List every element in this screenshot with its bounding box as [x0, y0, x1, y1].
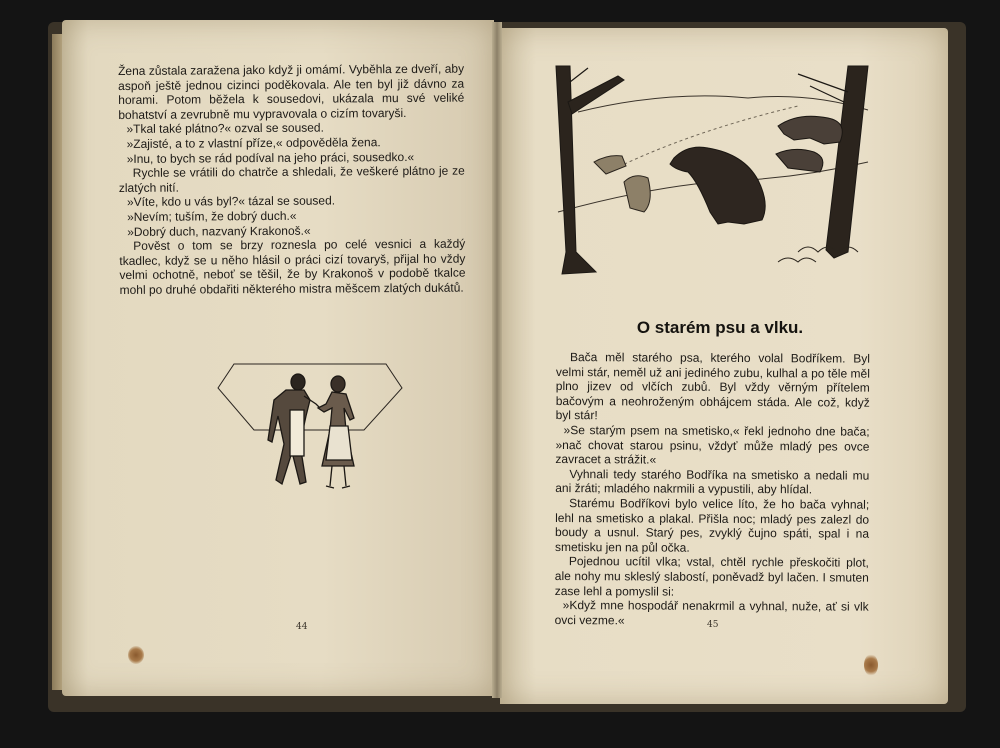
paragraph: »Tkal také plátno?« ozval se soused.	[126, 120, 324, 137]
right-page-text	[555, 350, 870, 629]
paragraph: »Zajisté, a to z vlastní příze,« odpověděla žena.	[126, 135, 381, 151]
paragraph: Žena zůstala zaražena jako když ji omámí. Vyběhla ze dveří, aby aspoň ještě jednou cizinci poděkovala. Ale ten byl již dávno za horami. Potom běžela k sousedovi, ukázala mu své veliké bohatství a zevrubně mu vypravovala o cizím tovaryši.	[118, 61, 465, 122]
paragraph: »Inu, to bych se rád podíval na jeho práci, sousedko.«	[126, 149, 415, 166]
page-number-right: 45	[707, 620, 719, 630]
small-animal-figures	[594, 156, 650, 212]
weaver-figure	[268, 374, 322, 484]
paragraph: »Dobrý duch, nazvaný Krakonoš.«	[127, 223, 311, 239]
stain-right	[864, 654, 878, 676]
chapter-title: O starém psu a vlku.	[636, 318, 804, 337]
paragraph: »Víte, kdo u vás byl?« tázal se soused.	[126, 193, 336, 210]
paragraph: Pojednou ucítil vlka; vstal, chtěl rychle přeskočiti plot, ale nohy mu skleslý slabostí, poněvadž byl lačen. I smuten zase lehl a pomyslil si:	[554, 554, 869, 599]
paragraph: Starému Bodříkovi bylo velice líto, že ho bača vyhnal; lehl na smetisko a plakal. Přišla noc; mladý pes zalezl do boudy a usnul. Starý pes, zvyklý čujno spáti, spal i na smetisku jen na půl očka.	[554, 496, 870, 555]
bear-wolves-forest-illustration	[548, 62, 878, 282]
paragraph: »Když mne hospodář nenakrmil a vyhnal, nuže, ať si vlk ovci vezme.«	[554, 598, 869, 628]
stain-left	[128, 646, 144, 664]
paragraph: Vyhnali tedy starého Bodříka na smetisko a nedali mu ani žráti; mladého nakrmili a vypustili, aby hlídal.	[555, 466, 870, 497]
paragraph: Bača měl starého psa, kterého volal Bodříkem. Byl velmi stár, neměl už ani jediného zubu, kulhal a po těle měl plno jizev od vlčích zubů. Byl vždy věrným přítelem bačovým a neohroženým obhájcem stáda. Ale což, když byl stár!	[555, 350, 870, 423]
left-page-text	[118, 62, 466, 298]
weaver-and-woman-illustration	[214, 360, 404, 500]
book-gutter	[492, 22, 502, 698]
page-number-left: 44	[296, 622, 308, 632]
paragraph: Rychle se vrátili do chatrče a shledali, že veškeré plátno je ze zlatých nití.	[118, 163, 465, 195]
paragraph: »Nevím; tuším, že dobrý duch.«	[127, 208, 297, 224]
paragraph: »Se starým psem na smetisko,« řekl jednoho dne bača; »nač chovat starou psinu, vždyť může mladý pes ovce zavracet a strážit.«	[555, 423, 870, 467]
wolf-figures	[776, 116, 842, 172]
paragraph: Pověst o tom se brzy roznesla po celé vesnici a každý tkadlec, když se u něho hlásil o práci cizí tovaryš, přijal ho vždy velmi ochotně, neboť se těšil, že by Krakonoš v podobě tkalce mohl po druhé obdařiti některého mistra měšcem zlatých dukátů.	[119, 236, 466, 297]
woman-figure	[318, 376, 354, 488]
